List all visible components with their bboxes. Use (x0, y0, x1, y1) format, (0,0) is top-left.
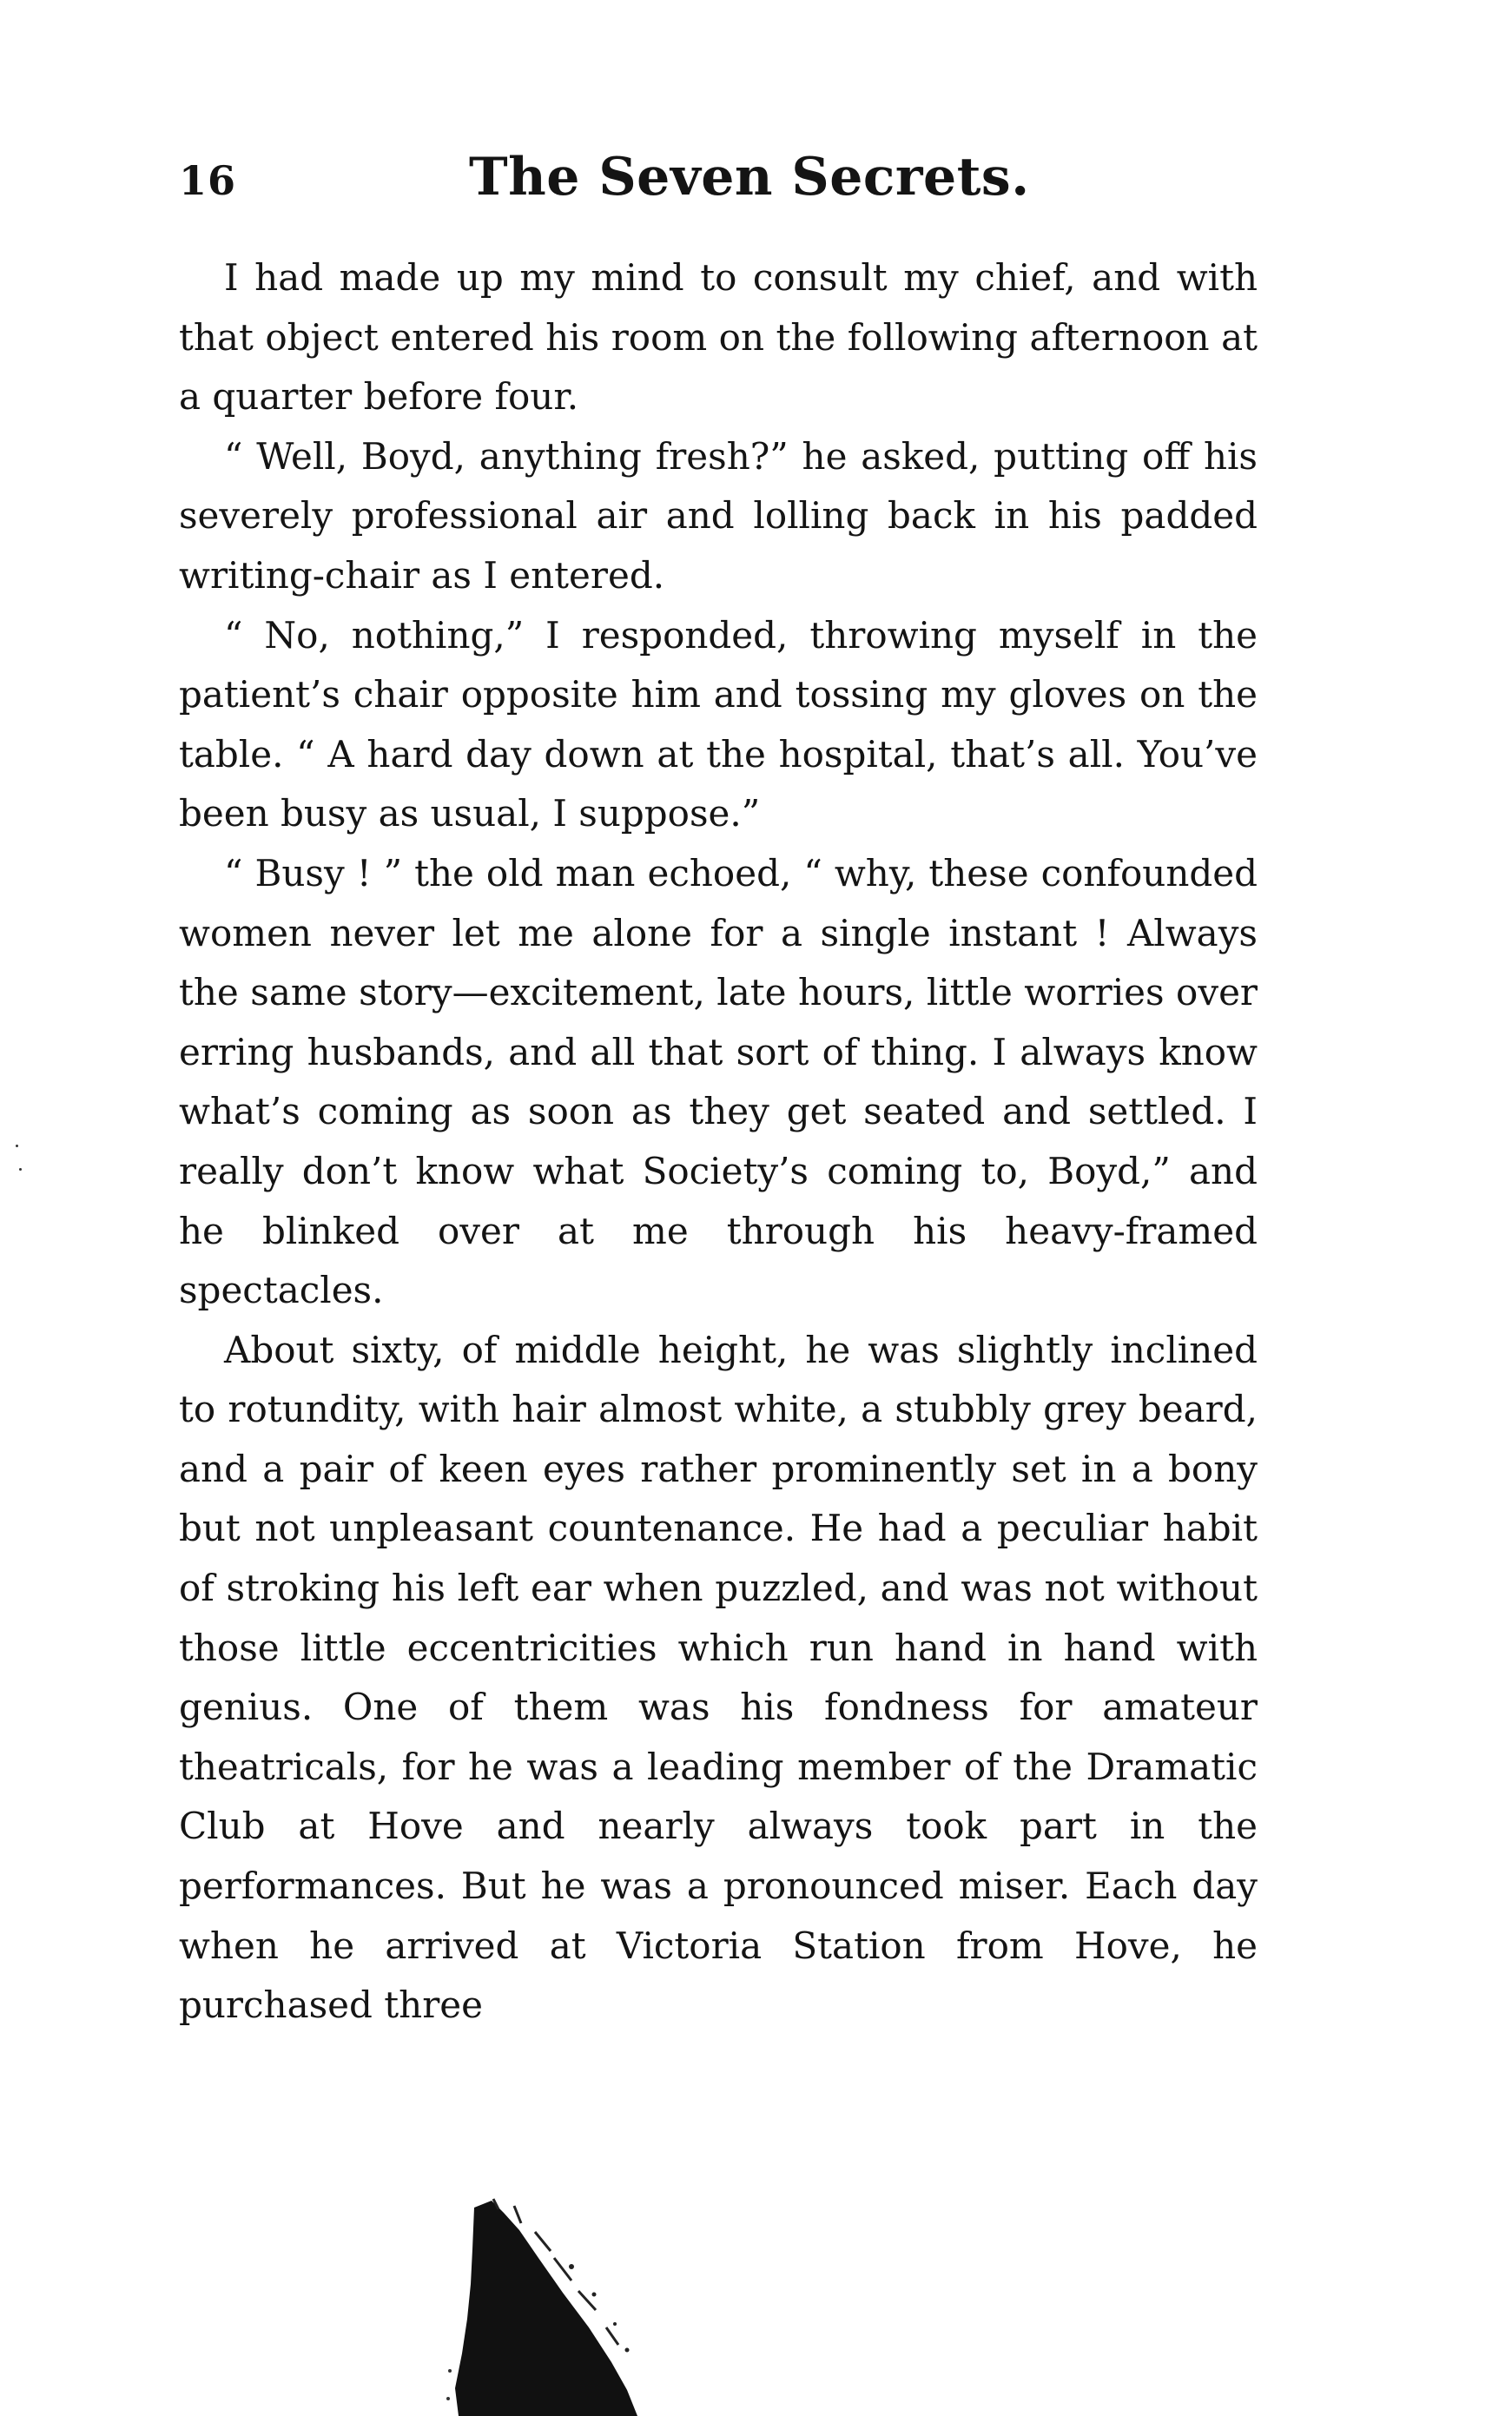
running-title: The Seven Secrets. (469, 147, 1030, 208)
margin-speck (16, 1145, 18, 1147)
paragraph: About sixty, of middle height, he was slightly inclined to rotundity, with hair almost white, a stubbly grey beard, and a pair of keen eyes rather prominently set in a bony but not unpleasant countenance. He had a peculiar habit of stroking his left ear when puzzled, and was not without those little eccentricities which run hand in hand with genius. One of them was his fondness for amateur theatricals, for he was a leading member of the Dramatic Club at Hove and nearly always took part in the performances. But he was a pronounced miser. Each day when he arrived at Victoria Station from Hove, he purchased three (179, 1328, 1258, 2027)
paragraph: “ Well, Boyd, anything fresh?” he asked, putting off his severely professional air and lolling back in his padded writing-chair as I entered. (179, 434, 1258, 597)
body-text (179, 248, 1258, 2036)
paragraph: I had made up my mind to consult my chief, and with that object entered his room on the following afternoon at a quarter before four. (179, 256, 1258, 419)
ink-blot (441, 2197, 658, 2416)
paragraph: “ No, nothing,” I responded, throwing myself in the patient’s chair opposite him and tossing my gloves on the table. “ A hard day down at the hospital, that’s all. You’ve been busy as usual, I suppose.” (179, 613, 1258, 835)
page-number: 16 (179, 157, 237, 204)
margin-speck (19, 1168, 22, 1171)
paragraph: “ Busy ! ” the old man echoed, “ why, these confounded women never let me alone for a single instant ! Always the same story—excitement, late hours, little worries over erring husbands, and all that sort of thing. I always know what’s coming as soon as they get seated and settled. I really don’t know what Society’s coming to, Boyd,” and he blinked over at me through his heavy-framed spectacles. (179, 851, 1258, 1312)
